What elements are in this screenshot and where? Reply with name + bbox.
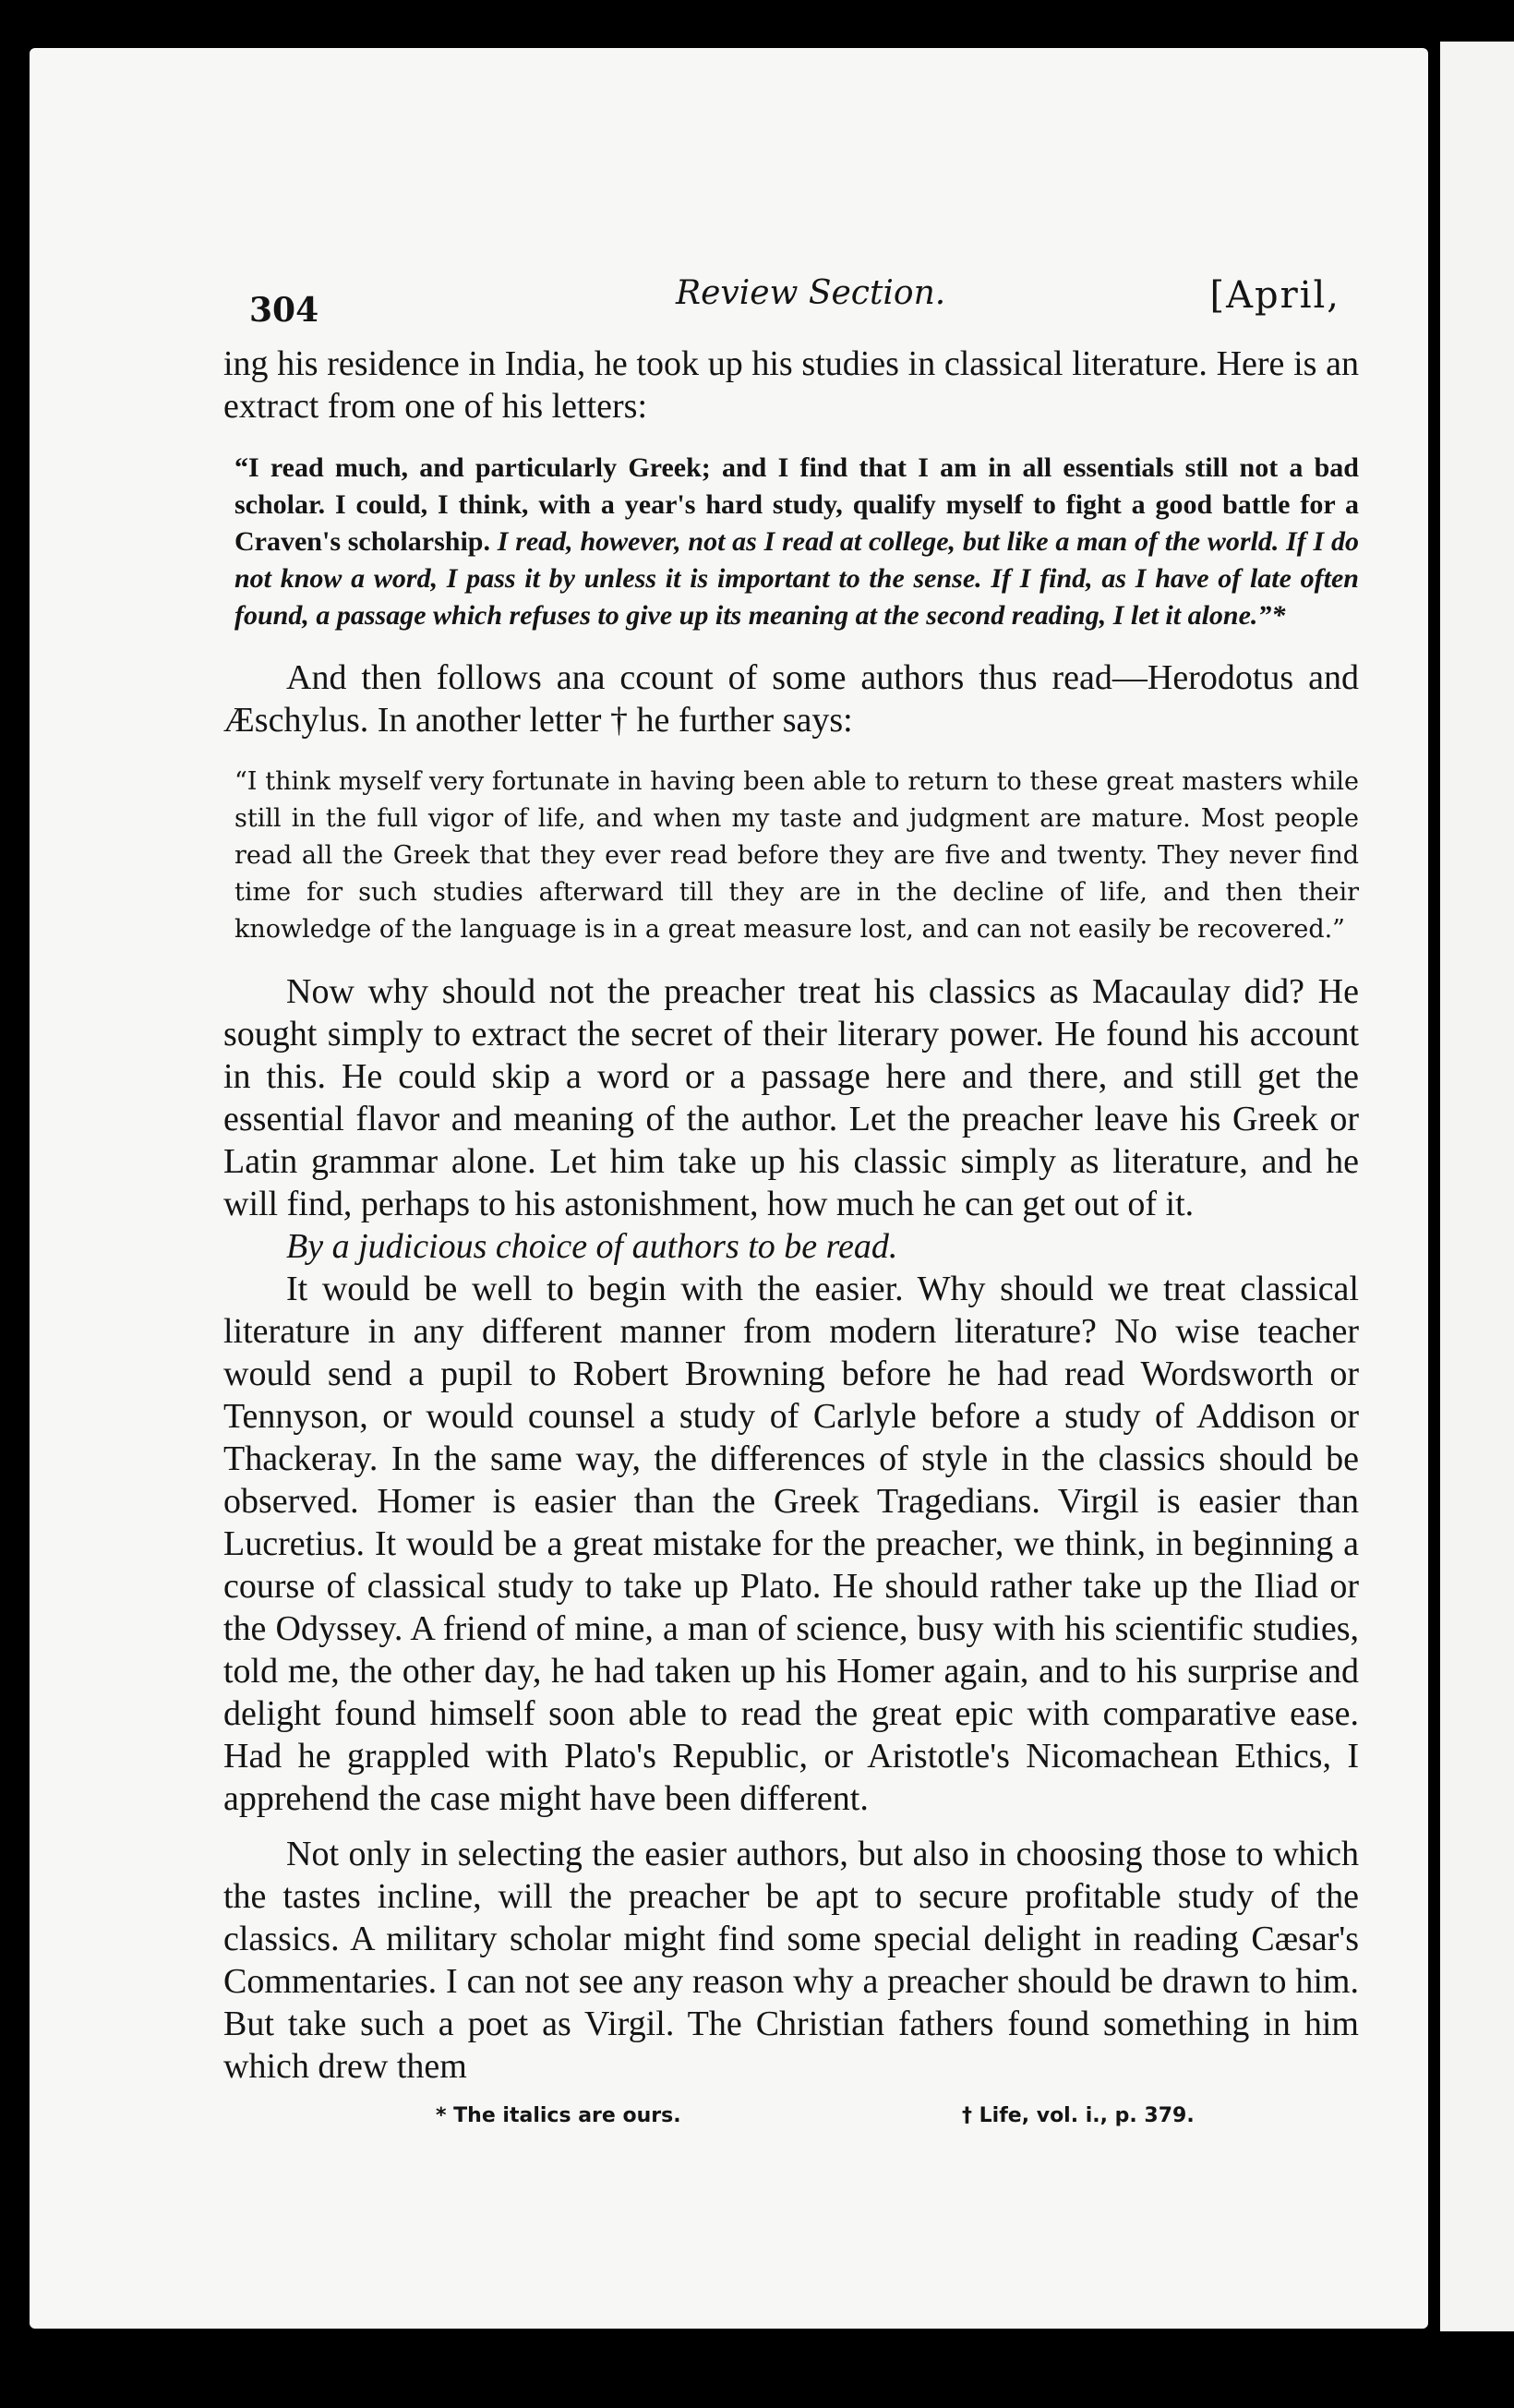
- month-label: [April,: [1209, 274, 1340, 317]
- paragraph-4: It would be well to begin with the easier. Why should we treat classical literature in any different manner from modern literature? No wise teacher would send a pupil to Robert Browning before he had read Wordsworth or Tennyson, or would counsel a study of Carlyle before a study of Addison or Thackeray. In the same way, the differences of style in the classics should be observed. Homer is easier than the Greek Tragedians. Virgil is easier than Lucretius. It would be a great mistake for the preacher, we think, in beginning a course of classical study to take up Plato. He should rather take up the Iliad or the Odyssey. A friend of mine, a man of science, busy with his scientific studies, told me, the other day, he had taken up his Homer again, and to his surprise and delight found himself soon able to read the great epic with comparative ease. Had he grappled with Plato's Republic, or Aristotle's Nicomachean Ethics, I apprehend the case might have been different.: [223, 1270, 1359, 1818]
- footnotes: [223, 2104, 1359, 2141]
- quote-1-plain: “I read much, and particularly Greek; and I find that I am in all essentials still not a bad scholar. I could, I think, with a year's hard study, qualify myself to fight a good battle for a Craven's scholarship.: [234, 452, 1359, 557]
- block-quote-1: [223, 450, 1359, 634]
- book-page: [30, 48, 1428, 2329]
- footnote-italics: * The italics are ours.: [436, 2104, 681, 2127]
- section-title: Review Section.: [676, 274, 946, 312]
- footnote-life: † Life, vol. i., p. 379.: [962, 2104, 1195, 2127]
- paragraph-2: And then follows ana ccount of some authors thus read—Herodotus and Æschylus. In another letter † he further says:: [223, 658, 1359, 740]
- italic-subheading: By a judicious choice of authors to be read.: [286, 1227, 898, 1266]
- paragraph-5: Not only in selecting the easier authors, but also in choosing those to which the tastes incline, will the preacher be apt to secure profitable study of the classics. A military scholar might find some special delight in reading Cæsar's Commentaries. I can not see any reason why a preacher should be drawn to him. But take such a poet as Virgil. The Christian fathers found something in him which drew them: [223, 1835, 1359, 2086]
- paragraph-3: Now why should not the preacher treat his classics as Macaulay did? He sought simply to extract the secret of their literary power. He found his account in this. He could skip a word or a passage here and there, and still get the essential flavor and meaning of the author. Let the preacher leave his Greek or Latin grammar alone. Let him take up his classic simply as literature, and he will find, perhaps to his astonishment, how much he can get out of it.: [223, 972, 1359, 1223]
- page-number: 304: [249, 291, 319, 330]
- paragraph-1: ing his residence in India, he took up his studies in classical literature. Here is an extract from one of his letters:: [223, 344, 1359, 426]
- next-page-edge: [1440, 42, 1514, 2331]
- running-head: [223, 274, 1359, 330]
- quote-1-italic: I read, however, not as I read at college, but like a man of the world. If I do not know a word, I pass it by unless it is important to the sense. If I find, as I have of late often found, a passage which refuses to give up its meaning at the second reading, I let it alone.”*: [234, 526, 1359, 631]
- page-content: [223, 274, 1359, 2141]
- block-quote-2: “I think myself very fortunate in having been able to return to these great masters while still in the full vigor of life, and when my taste and judgment are mature. Most people read all the Greek that they ever read before they are five and twenty. They never find time for such studies afterward till they are in the decline of life, and then their knowledge of the language is in a great measure lost, and can not easily be recovered.”: [234, 767, 1359, 944]
